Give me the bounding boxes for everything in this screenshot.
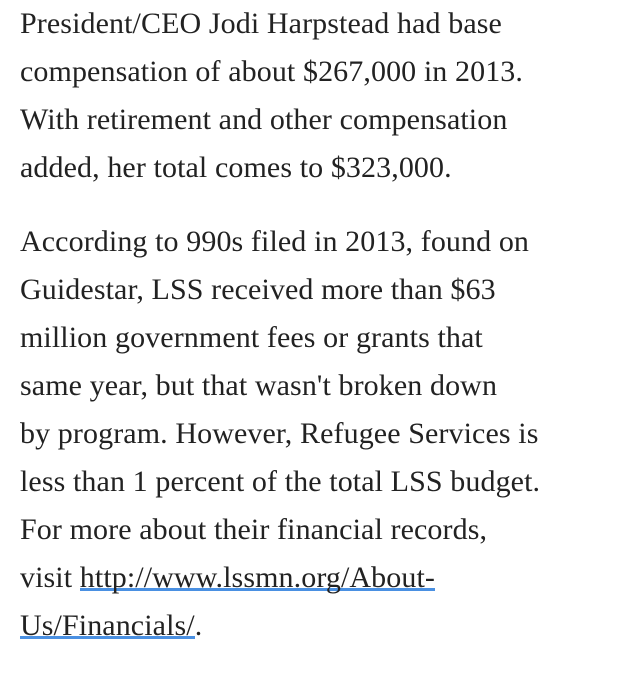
text-line: million government fees or grants that — [20, 321, 483, 354]
text-line: President/CEO Jodi Harpstead had base — [20, 7, 502, 40]
text-line: compensation of about $267,000 in 2013. — [20, 55, 524, 88]
text-line: less than 1 percent of the total LSS budget. — [20, 465, 541, 498]
text-line: Guidestar, LSS received more than $63 — [20, 273, 496, 306]
text-line: added, her total comes to $323,000. — [20, 151, 452, 184]
financials-link[interactable]: http://www.lssmn.org/About- — [79, 561, 435, 594]
paragraph-ceo-compensation — [20, 0, 620, 192]
text-line: by program. However, Refugee Services is — [20, 417, 539, 450]
paragraph-government-funding — [20, 218, 620, 650]
text-line: With retirement and other compensation — [20, 103, 508, 136]
financials-link-continued[interactable]: Us/Financials/ — [20, 609, 195, 642]
article-body — [20, 0, 620, 650]
text-line-with-link — [20, 554, 620, 602]
text-line-with-link — [20, 602, 620, 650]
text-line: For more about their financial records, — [20, 513, 488, 546]
link-suffix-text: . — [194, 609, 203, 642]
text-line: According to 990s filed in 2013, found on — [20, 225, 530, 258]
text-line: same year, but that wasn't broken down — [20, 369, 498, 402]
link-prefix-text: visit — [20, 561, 80, 594]
